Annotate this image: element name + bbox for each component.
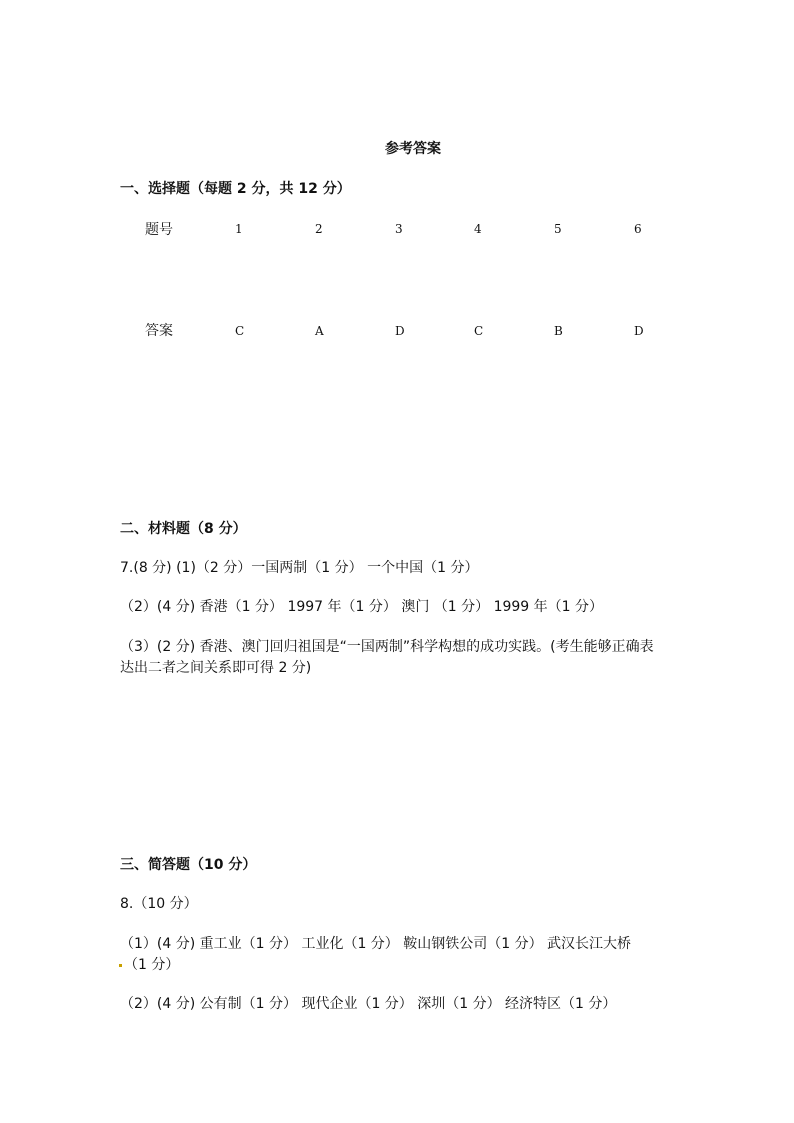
answer-cell: B bbox=[554, 324, 563, 338]
answer-cell: A bbox=[315, 324, 324, 338]
q8-line-3: （1 分） bbox=[124, 957, 180, 973]
answer-cell: D bbox=[634, 324, 644, 338]
page-title: 参考答案 bbox=[385, 141, 441, 157]
answer-cell: C bbox=[474, 324, 484, 338]
question-number: 3 bbox=[395, 222, 403, 236]
q7-line-3: （3）(2 分) 香港、澳门回归祖国是“一国两制”科学构想的成功实践。(考生能够正确表 bbox=[120, 639, 654, 655]
q8-line-1: 8.（10 分） bbox=[120, 896, 198, 912]
question-number: 4 bbox=[474, 222, 482, 236]
row-label-number: 题号 bbox=[145, 222, 173, 238]
q8-line-4: （2）(4 分) 公有制（1 分） 现代企业（1 分） 深圳（1 分） 经济特区（1 分） bbox=[120, 996, 617, 1012]
answer-cell: C bbox=[235, 324, 245, 338]
q7-line-2: （2）(4 分) 香港（1 分） 1997 年（1 分） 澳门 （1 分） 1999 年（1 分） bbox=[120, 599, 604, 615]
section2-heading: 二、材料题（8 分） bbox=[120, 521, 247, 537]
q8-line-2: （1）(4 分) 重工业（1 分） 工业化（1 分） 鞍山钢铁公司（1 分） 武汉长江大桥 bbox=[120, 936, 632, 952]
question-number: 1 bbox=[235, 222, 243, 236]
question-number: 5 bbox=[554, 222, 562, 236]
stray-mark bbox=[119, 964, 122, 967]
answer-cell: D bbox=[395, 324, 405, 338]
section1-heading: 一、选择题（每题 2 分，共 12 分） bbox=[120, 181, 351, 197]
question-number: 2 bbox=[315, 222, 323, 236]
section3-heading: 三、简答题（10 分） bbox=[120, 857, 257, 873]
row-label-answer: 答案 bbox=[145, 323, 173, 339]
question-number: 6 bbox=[634, 222, 642, 236]
q7-line-4: 达出二者之间关系即可得 2 分) bbox=[120, 660, 312, 676]
q7-line-1: 7.(8 分) (1)（2 分）一国两制（1 分） 一个中国（1 分） bbox=[120, 560, 479, 576]
